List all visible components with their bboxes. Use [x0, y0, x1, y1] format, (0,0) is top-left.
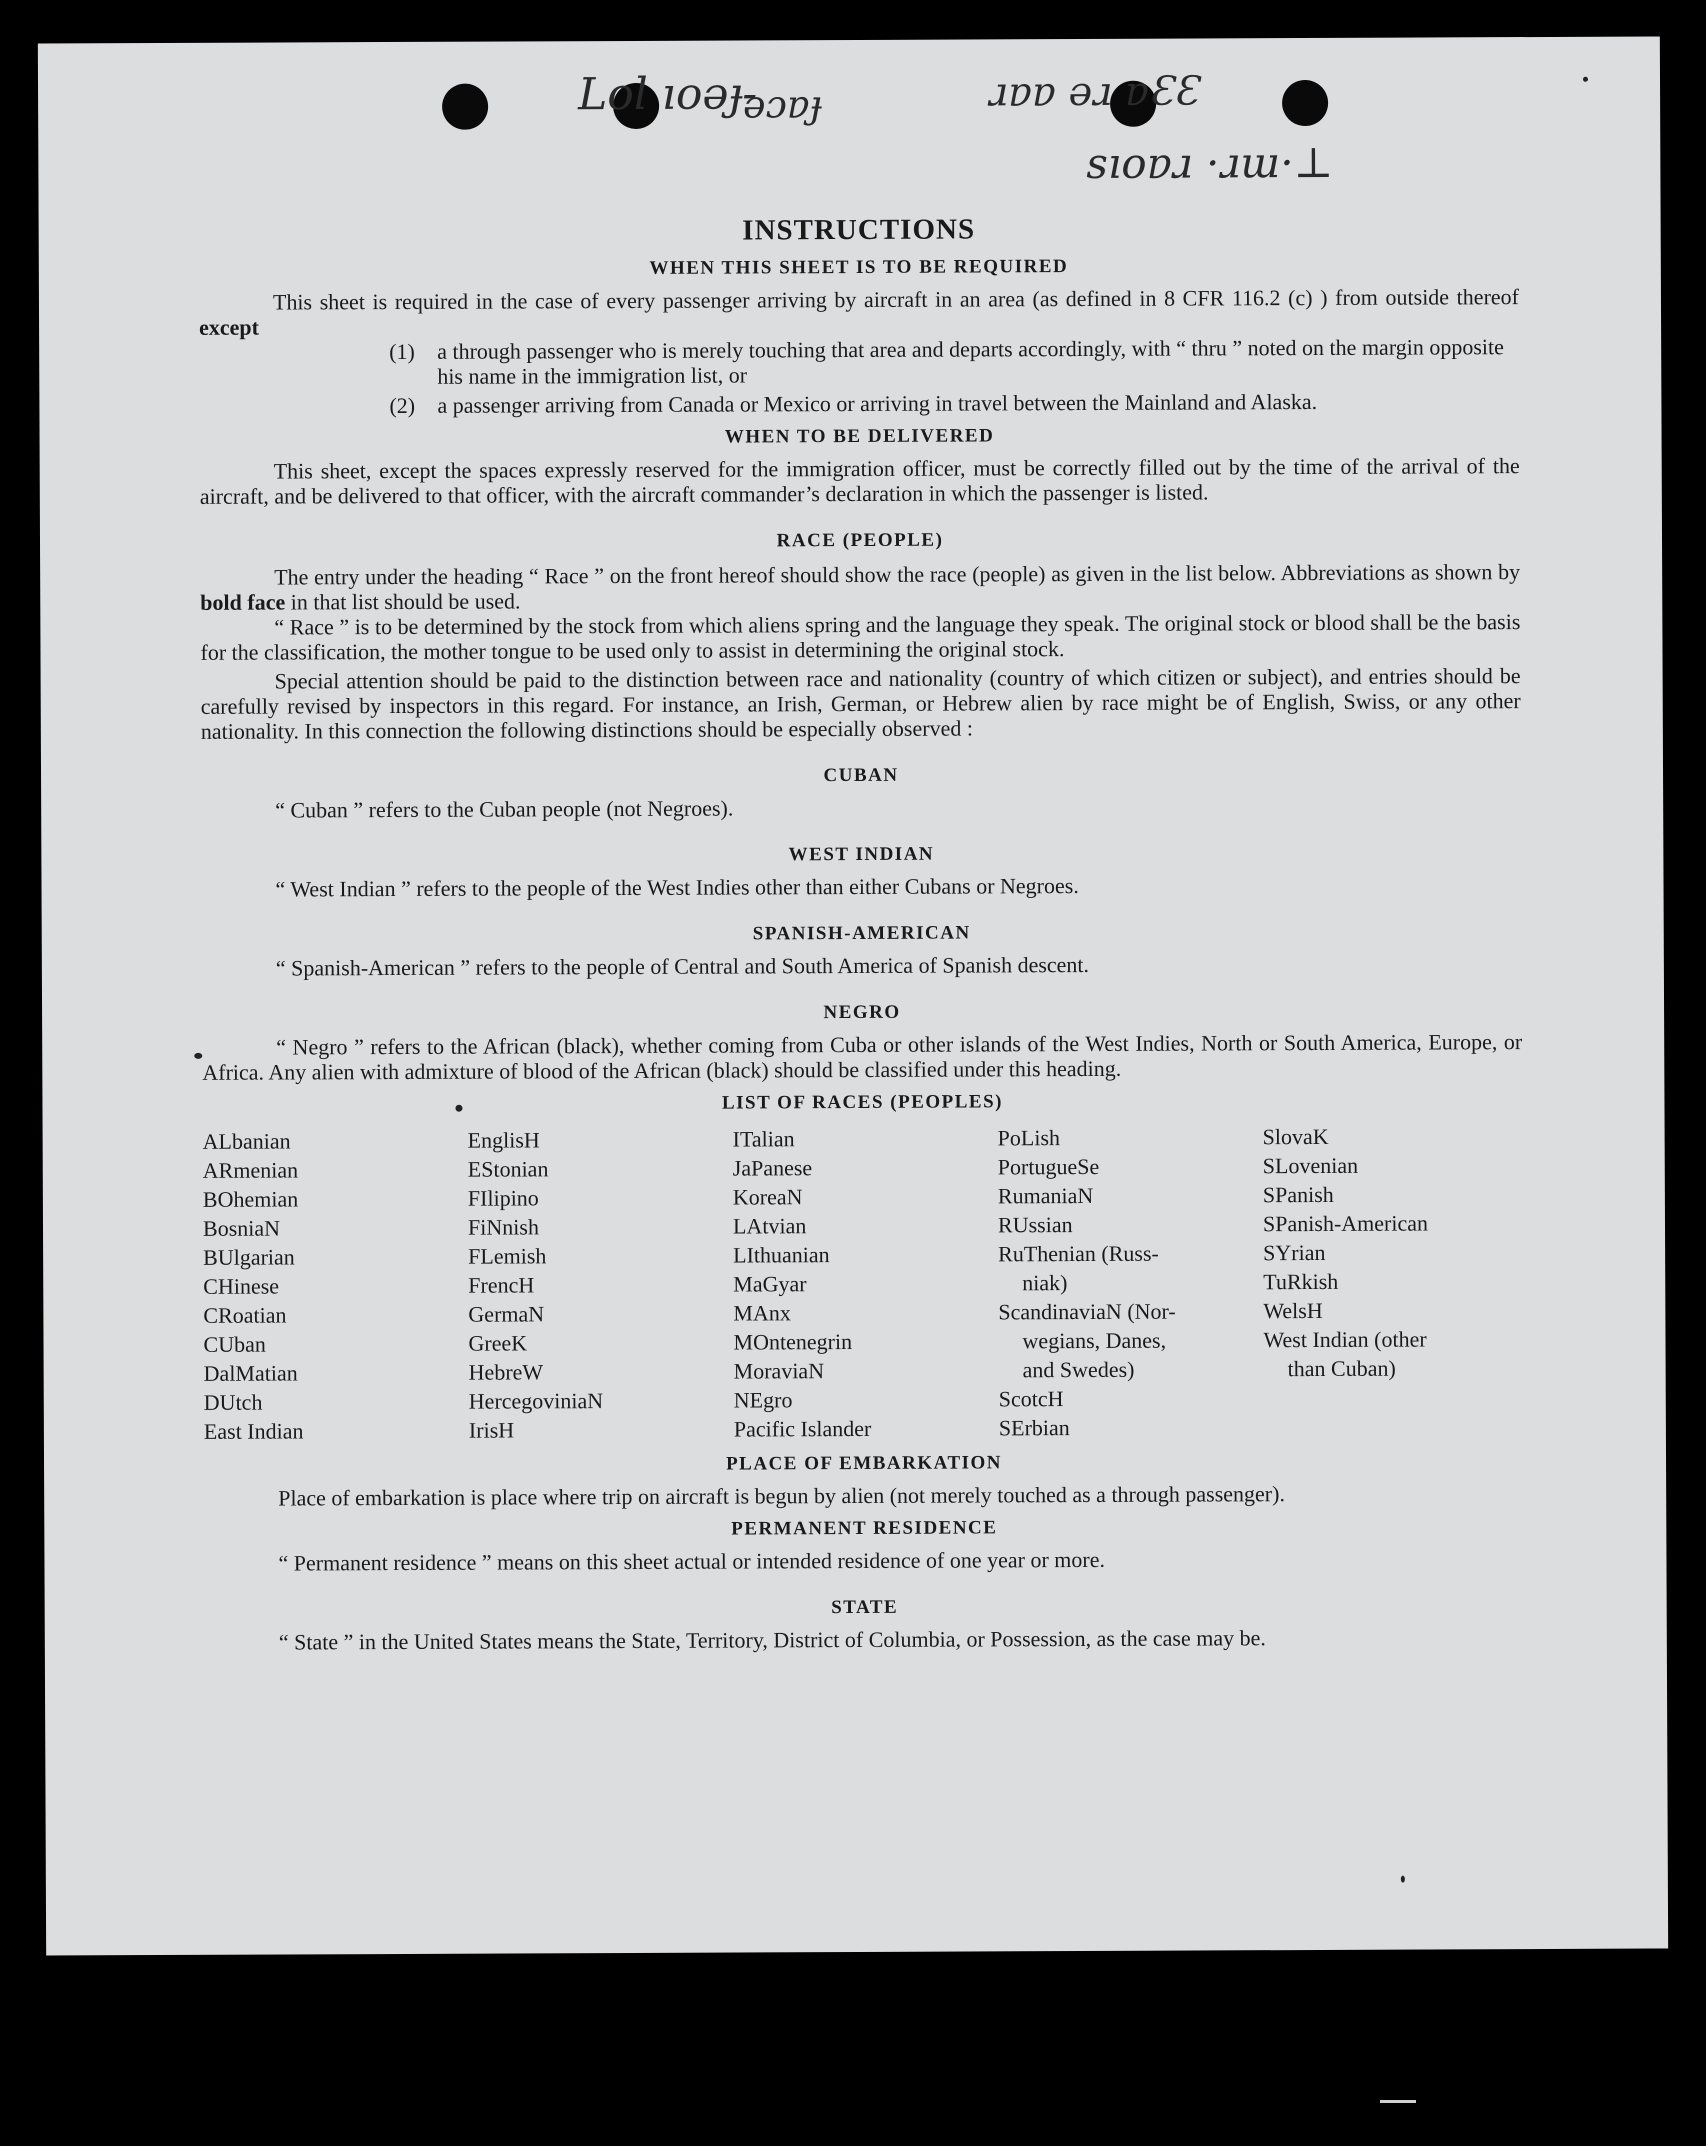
paragraph: “ Permanent residence ” means on this sheet actual or intended residence of one year or more.: [278, 1546, 1106, 1576]
section-heading: RACE (PEOPLE): [776, 529, 944, 552]
races-list: [203, 1121, 1524, 1446]
race-entry: LAtvian: [732, 1213, 807, 1239]
race-entry: FrencH: [468, 1272, 535, 1298]
race-entry: wegians, Danes,: [1022, 1327, 1167, 1354]
race-entry: MOntenegrin: [733, 1329, 853, 1355]
race-entry: ITalian: [732, 1126, 795, 1152]
race-entry: LIthuanian: [733, 1242, 830, 1268]
paragraph: This sheet, except the spaces expressly reserved for the immigration officer, must be correctly filled out by the time of the arrival of the aircraft, and be delivered to that officer, with the aircraft commander’s declaration in which the passenger is listed.: [199, 453, 1520, 509]
race-entry: CUban: [203, 1331, 266, 1357]
race-entry: DalMatian: [203, 1360, 298, 1386]
section-heading: WEST INDIAN: [788, 843, 935, 866]
paragraph: Place of embarkation is place where trip on aircraft is begun by alien (not merely touched as a through passenger).: [278, 1481, 1285, 1511]
race-entry: MAnx: [733, 1300, 791, 1326]
list-item: (1) a through passenger who is merely touching that area and departs accordingly, with “ thru ” noted on the margin opposite his name in the immigration list, or: [389, 334, 1504, 389]
race-entry: BUlgarian: [203, 1244, 295, 1270]
race-entry: HercegoviniaN: [468, 1388, 604, 1414]
handwritten-note: ǝɔɐɟ: [743, 82, 822, 127]
race-entry: ScandinaviaN (Nor-: [998, 1298, 1176, 1325]
speck: [1401, 1876, 1405, 1883]
races-column: [203, 1126, 469, 1446]
document-page: [38, 36, 1668, 1955]
paragraph: “ Cuban ” refers to the Cuban people (not Negroes).: [275, 795, 734, 823]
race-entry: East Indian: [203, 1418, 304, 1444]
race-entry: HebreW: [468, 1359, 544, 1385]
race-entry: and Swedes): [1022, 1356, 1135, 1383]
race-entry: TuRkish: [1263, 1268, 1339, 1295]
race-entry: GermaN: [468, 1301, 545, 1327]
race-entry: GreeK: [468, 1330, 528, 1356]
race-entry: SPanish: [1262, 1181, 1334, 1208]
handwritten-note: sıoɐɹ ·ɹɯ·⊥: [1086, 137, 1334, 188]
race-entry: ScotcH: [998, 1386, 1064, 1412]
races-column: [1263, 1121, 1524, 1441]
race-entry: EnglisH: [467, 1127, 540, 1153]
races-column: [468, 1125, 734, 1445]
race-entry: JaPanese: [732, 1155, 813, 1181]
punch-hole: [1282, 80, 1328, 126]
race-entry: SYrian: [1263, 1239, 1326, 1266]
race-entry: KoreaN: [732, 1184, 803, 1210]
race-entry: Pacific Islander: [733, 1415, 872, 1442]
speck: [1583, 77, 1588, 82]
handwritten-note: Lol ıoǝɟ-: [577, 68, 758, 121]
section-heading: PLACE OF EMBARKATION: [726, 1452, 1003, 1475]
race-entry: SPanish-American: [1262, 1210, 1429, 1237]
section-heading: NEGRO: [823, 1001, 901, 1024]
speck: [194, 1053, 202, 1059]
race-entry: IrisH: [468, 1417, 515, 1443]
section-heading: CUBAN: [823, 764, 899, 787]
race-entry: niak): [1022, 1270, 1068, 1296]
race-entry: ARmenian: [202, 1157, 299, 1183]
section-heading: PERMANENT RESIDENCE: [731, 1517, 998, 1540]
races-column: [998, 1122, 1264, 1442]
paragraph: The entry under the heading “ Race ” on the front hereof should show the race (people) as given in the list below. Abbreviations as shown by bold face in that list should be used.: [200, 559, 1521, 615]
race-entry: FiNnish: [467, 1214, 539, 1240]
race-entry: PortugueSe: [997, 1153, 1100, 1180]
paragraph: “ Spanish-American ” refers to the people of Central and South America of Spanish descent.: [275, 951, 1090, 981]
races-column: [733, 1123, 999, 1443]
race-entry: DUtch: [203, 1389, 263, 1415]
race-entry: RumaniaN: [997, 1182, 1094, 1209]
race-entry: SErbian: [998, 1415, 1070, 1441]
race-entry: than Cuban): [1287, 1355, 1396, 1382]
race-entry: SlovaK: [1262, 1123, 1329, 1150]
race-entry: FLemish: [468, 1243, 547, 1269]
race-entry: BosniaN: [202, 1215, 281, 1241]
paragraph: This sheet is required in the case of every passenger arriving by aircraft in an area (as defined in 8 CFR 116.2 (c) ) from outside thereof except: [199, 284, 1520, 340]
page-title: INSTRUCTIONS: [742, 213, 976, 247]
race-entry: SLovenian: [1262, 1152, 1359, 1179]
paragraph: “ Race ” is to be determined by the stock from which aliens spring and the language they speak. The original stock or blood shall be the basis for the classification, the mother tongue to be used only to assist in determining the original stock.: [200, 609, 1521, 665]
handwritten-note: ɹɐɐ ǝɹ ɐƐƐ: [987, 68, 1199, 116]
section-heading: WHEN THIS SHEET IS TO BE REQUIRED: [649, 256, 1069, 279]
race-entry: PoLish: [997, 1125, 1061, 1151]
race-entry: ALbanian: [202, 1128, 291, 1154]
race-entry: West Indian (other: [1263, 1326, 1427, 1353]
section-heading: SPANISH-AMERICAN: [752, 922, 971, 945]
race-entry: MaGyar: [733, 1271, 807, 1297]
instructions-body: [198, 167, 1524, 1655]
race-entry: CHinese: [203, 1273, 280, 1299]
paragraph: “ Negro ” refers to the African (black), whether coming from Cuba or other islands of the West Indies, North or South America, Europe, or Africa. Any alien with admixture of blood of the African (black) should be classified under this heading.: [202, 1029, 1523, 1085]
race-entry: MoraviaN: [733, 1358, 825, 1384]
section-heading: STATE: [831, 1596, 899, 1619]
race-entry: NEgro: [733, 1387, 793, 1413]
section-heading: WHEN TO BE DELIVERED: [724, 425, 995, 448]
punch-hole: [442, 84, 488, 130]
scan-edge-mark: [1380, 2100, 1416, 2103]
paragraph: “ West Indian ” refers to the people of the West Indies other than either Cubans or Negroes.: [275, 873, 1079, 902]
section-heading: LIST OF RACES (PEOPLES): [721, 1091, 1004, 1114]
race-entry: FIlipino: [467, 1185, 539, 1211]
race-entry: EStonian: [467, 1156, 549, 1182]
race-entry: WelsH: [1263, 1297, 1323, 1324]
paragraph: Special attention should be paid to the distinction between race and nationality (country of which citizen or subject), and entries should be carefully revised by inspectors in this regard. For instance, an Irish, German, or Hebrew alien by race might be of English, Swiss, or any other nationality. In this connection the following distinctions should be especially observed :: [200, 663, 1521, 744]
list-item: (2) a passenger arriving from Canada or Mexico or arriving in travel between the Mainland and Alaska.: [389, 388, 1318, 419]
race-entry: RUssian: [997, 1212, 1073, 1238]
paragraph: “ State ” in the United States means the State, Territory, District of Columbia, or Possession, as the case may be.: [278, 1625, 1266, 1655]
race-entry: RuThenian (Russ-: [998, 1240, 1159, 1267]
race-entry: CRoatian: [203, 1302, 287, 1328]
race-entry: BOhemian: [202, 1186, 299, 1212]
